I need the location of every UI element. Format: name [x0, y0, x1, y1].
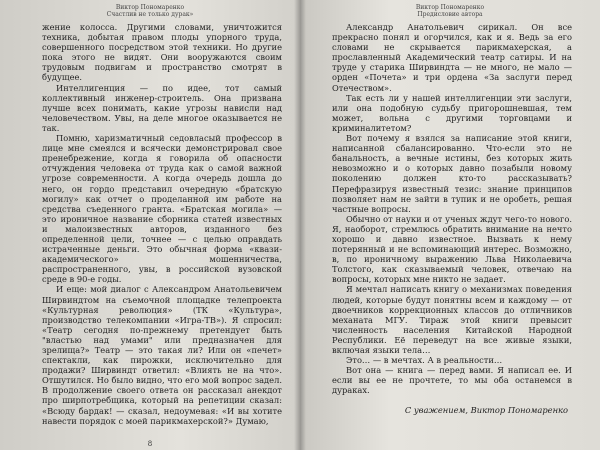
paragraph: жение колосса. Другими словами, уничтожится техника, добытая правом плоды упорного труда, совершенного посредством этой техники. Но другие пока этого не видят. Они вооружаются своим трудовым подвигам и пространство смотрят в будущее.: [42, 22, 282, 83]
left-body-text: [16, 22, 286, 426]
right-page: [300, 0, 600, 450]
paragraph: Вот она — книга — перед вами. Я написал ее. И если вы ее не прочтете, то мы оба останемся в дураках.: [332, 365, 572, 396]
left-header-title: Счастлив не только дурак»: [106, 11, 194, 18]
page-number: 8: [147, 440, 153, 448]
paragraph: Так есть ли у нашей интеллигенции эти заслуги, или она подобную судьбу пригорошневшая, тем может, вольна с другими торговцами и криминалитетом?: [332, 92, 572, 133]
paragraph: Я мечтал написать книгу о механизмах поведения людей, которые будут понятны всем и каждому — от двоечников коррекционных классов до отличников механата МГУ. Тираж этой книги превысит численность населения Китайской Народной Республики. Её переведут на все живые языки, включая языки тела…: [332, 284, 572, 355]
paragraph: Помню, харизматичный седовласый профессор в лице мне смеялся и всячески демонстрировал свое пренебрежение, когда я говорила об опасности отчуждения человека от труда как о самой важной угрозе современности. А когда очередь дошла до него, он гордо представил очередную «братскую могилу» как отчет о проделанной им работе на средства съеденного гранта. «Братская могила» — это ироничное название сборника статей известных и малоизвестных авторов, изданного без определенной цели, точнее — с целью оправдать истраченные деньги. Это обычная форма «квази-академического» мошенничества, распространенного, увы, в российской вузовской среде в 90-е годы.: [42, 133, 282, 285]
paragraph: Александр Анатольевич сирикал. Он все прекрасно понял и огорчился, как и я. Ведь за его словами не скрывается парикмахерская, а прославленный Академический театр сатиры. И на труде у старика Ширвиндта — не много, не мало — орден «Почета» и три ордена «За заслуги перед Отечеством».: [332, 22, 572, 93]
paragraph: Интеллигенция — по идее, тот самый коллективный инженер-строитель. Она призвана лучше всех понимать, какие угрозы нависли над человечеством. Увы, на деле многое оказывается не так.: [42, 82, 282, 133]
right-body-text: [316, 22, 586, 416]
book-gutter: [294, 0, 306, 450]
paragraph: Вот почему я взялся за написание этой книги, написанной сбалансированно. Что-если это не банальность, а вечные истины, без которых жить невозможно и о которых давно позабыли новому поколению должен кто-то рассказывать? Перефразируя известный тезис: знание принципов позволяет нам не зайти в тупик и не оробеть, решая частные вопросы.: [332, 133, 572, 214]
right-header-author: Виктор Пономаренко: [415, 4, 485, 11]
left-running-header: [0, 4, 300, 18]
paragraph: Это… — в мечтах. А в реальности…: [346, 355, 503, 366]
left-header-author: Виктор Пономаренко: [115, 4, 185, 11]
author-signature: С уважением, Виктор Пономаренко: [404, 405, 568, 416]
right-running-header: [300, 4, 600, 18]
paragraph: И еще: мой диалог с Александром Анатольевичем Ширвиндтом на съемочной площадке телепроекта «Культурная революция» (ТК «Культура», производство телекомпании «Игра-ТВ»). Я спросил: «Театр сегодня по-прежнему претендует быть "властью над умами" или предназначен для зрелища?» Театр — это такая ли? Или он «печет» спектакли, как пирожки, исключительно для продажи? Ширвиндт ответил: «Влиять не на что». Отшутился. Но было видно, что его мой вопрос задел. В продолжение своего ответа он рассказал анекдот про ширпотребщика, который на репетиции сказал: «Всюду бардак! — сказал, недоумевая: «И вы хотите навести порядок с моей парикмахерской?» Думаю,: [42, 284, 282, 426]
right-header-title: Предисловие автора: [417, 11, 483, 18]
paragraph: Обычно от науки и от ученых ждут чего-то нового. Я, наоборот, стремлюсь обратить внимание на нечто хорошо и давно известное. Вызвать к нему потерянный и не вспоминающий интерес. Возможно, в, по ироничному выражению Льва Николаевича Толстого, как сказываемый человек, отвечаю на вопросы, которых мне никто не задает.: [332, 213, 572, 285]
